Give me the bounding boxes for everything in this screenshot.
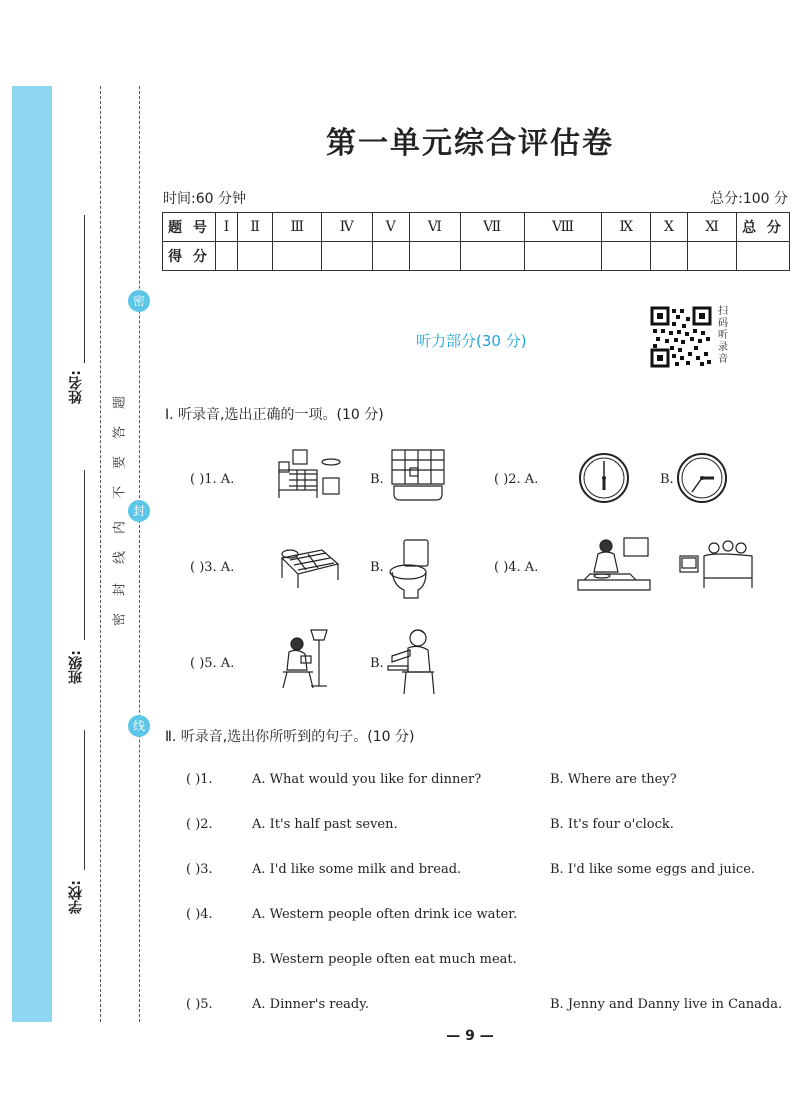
score-cell[interactable]	[602, 242, 651, 271]
part1-title: Ⅰ. 听录音,选出正确的一项。(10 分)	[165, 407, 384, 423]
part2-q1-a[interactable]: A. What would you like for dinner?	[252, 772, 482, 787]
notice-char: 密	[112, 613, 128, 627]
part2-q5-b[interactable]: B. Jenny and Danny live in Canada.	[550, 997, 783, 1012]
score-cell[interactable]	[237, 242, 272, 271]
score-cell[interactable]	[216, 242, 238, 271]
bed-picture[interactable]	[276, 544, 342, 590]
qr-caption-char: 音	[718, 354, 728, 365]
part1-q3-label[interactable]: ( )3. A.	[190, 560, 235, 575]
cut-line-outer	[100, 86, 101, 1022]
class-label: 班级:	[68, 650, 84, 684]
col-header: Ⅳ	[322, 213, 372, 242]
row-header-score: 得 分	[163, 242, 216, 271]
score-table-header-row	[163, 213, 790, 242]
part2-q1-b[interactable]: B. Where are they?	[550, 772, 677, 787]
notice-char: 答	[112, 426, 128, 440]
col-header: Ⅰ	[216, 213, 238, 242]
class-blank[interactable]	[84, 470, 85, 640]
qr-caption	[718, 306, 732, 366]
row-header-question: 题 号	[163, 213, 216, 242]
seal-feng: 封	[128, 500, 150, 522]
notice-char: 要	[112, 456, 128, 470]
score-cell[interactable]	[460, 242, 524, 271]
score-cell[interactable]	[322, 242, 372, 271]
qr-caption-char: 听	[718, 330, 728, 341]
part2-q2-a[interactable]: A. It's half past seven.	[252, 817, 398, 832]
score-table	[162, 212, 790, 271]
col-header: Ⅶ	[460, 213, 524, 242]
total-score: 总分:100 分	[710, 191, 788, 207]
notice-char: 线	[112, 551, 128, 565]
notice-char: 不	[112, 486, 128, 500]
clock-a-picture[interactable]	[578, 452, 630, 504]
name-blank[interactable]	[84, 215, 85, 363]
school-label: 学校:	[68, 880, 84, 914]
part1-q2-label[interactable]: ( )2. A.	[494, 472, 539, 487]
girl-reading-picture[interactable]	[275, 626, 335, 692]
part1-q4-label[interactable]: ( )4. A.	[494, 560, 539, 575]
part1-q5-label[interactable]: ( )5. A.	[190, 656, 235, 671]
part2-q4-b[interactable]: B. Western people often eat much meat.	[252, 952, 517, 967]
woman-cooking-picture[interactable]	[576, 536, 652, 598]
col-header: Ⅺ	[687, 213, 736, 242]
qr-caption-char: 录	[718, 342, 728, 353]
part1-q1-label[interactable]: ( )1. A.	[190, 472, 235, 487]
time-limit: 时间:60 分钟	[163, 191, 246, 207]
col-header: Ⅵ	[409, 213, 460, 242]
score-cell[interactable]	[372, 242, 409, 271]
part1-q3-b[interactable]: B.	[370, 560, 384, 575]
col-header: Ⅸ	[602, 213, 651, 242]
listening-heading: 听力部分(30 分)	[416, 332, 527, 350]
seal-mi: 密	[128, 290, 150, 312]
binding-strip	[12, 86, 52, 1022]
page-number: — 9 —	[446, 1028, 494, 1044]
part2-q3-a[interactable]: A. I'd like some milk and bread.	[252, 862, 462, 877]
qr-code-icon[interactable]	[650, 306, 712, 368]
notice-char: 封	[112, 583, 128, 597]
clock-b-picture[interactable]	[676, 452, 728, 504]
bedroom-picture[interactable]	[275, 448, 343, 502]
score-cell[interactable]	[273, 242, 322, 271]
qr-caption-char: 扫	[718, 306, 728, 317]
part1-q2-b[interactable]: B.	[660, 472, 674, 487]
score-table-score-row	[163, 242, 790, 271]
part2-q4-label[interactable]: ( )4.	[186, 907, 213, 922]
col-header-total: 总 分	[737, 213, 790, 242]
part2-q3-label[interactable]: ( )3.	[186, 862, 213, 877]
part2-title: Ⅱ. 听录音,选出你所听到的句子。(10 分)	[165, 729, 415, 745]
toilet-picture[interactable]	[388, 538, 434, 600]
page-title: 第一单元综合评估卷	[326, 126, 614, 161]
part1-q1-b[interactable]: B.	[370, 472, 384, 487]
seal-xian: 线	[128, 715, 150, 737]
boy-reading-picture[interactable]	[384, 626, 440, 698]
notice-char: 内	[112, 521, 128, 535]
cut-line-inner	[139, 86, 140, 1022]
score-cell[interactable]	[524, 242, 602, 271]
part2-q5-label[interactable]: ( )5.	[186, 997, 213, 1012]
col-header: Ⅴ	[372, 213, 409, 242]
family-tv-picture[interactable]	[678, 538, 756, 594]
notice-char: 题	[112, 396, 128, 410]
col-header: Ⅲ	[273, 213, 322, 242]
score-cell[interactable]	[687, 242, 736, 271]
qr-caption-char: 码	[718, 318, 728, 329]
col-header: Ⅱ	[237, 213, 272, 242]
part2-q1-label[interactable]: ( )1.	[186, 772, 213, 787]
score-cell[interactable]	[409, 242, 460, 271]
part1-q5-b[interactable]: B.	[370, 656, 384, 671]
name-label: 姓名:	[68, 370, 84, 404]
score-cell[interactable]	[737, 242, 790, 271]
school-blank[interactable]	[84, 730, 85, 870]
col-header: Ⅹ	[651, 213, 688, 242]
score-cell[interactable]	[651, 242, 688, 271]
part2-q4-a[interactable]: A. Western people often drink ice water.	[252, 907, 518, 922]
part2-q3-b[interactable]: B. I'd like some eggs and juice.	[550, 862, 756, 877]
part2-q2-label[interactable]: ( )2.	[186, 817, 213, 832]
part2-q2-b[interactable]: B. It's four o'clock.	[550, 817, 674, 832]
part2-q5-a[interactable]: A. Dinner's ready.	[252, 997, 369, 1012]
col-header: Ⅷ	[524, 213, 602, 242]
bathroom-picture[interactable]	[390, 448, 446, 504]
